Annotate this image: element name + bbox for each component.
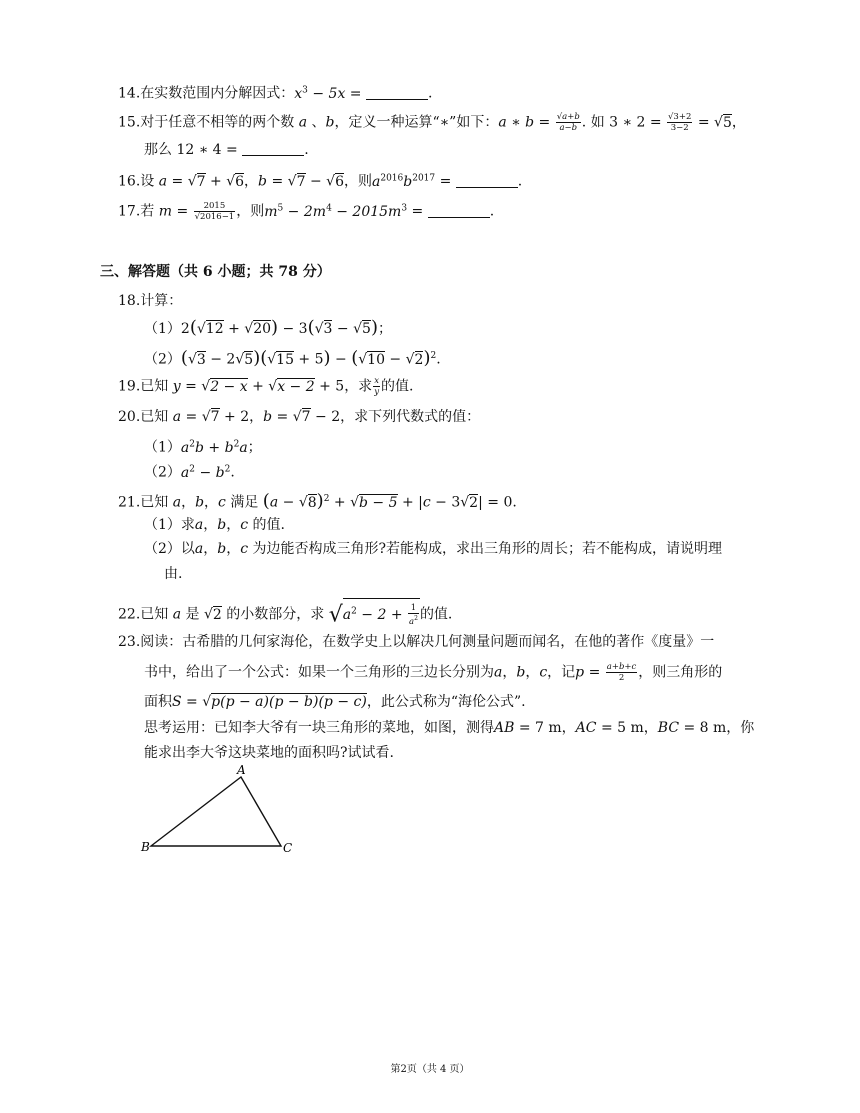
question-20-part1: $(1)a^2b + b^2a$； [144,439,262,456]
question-15-line2: 那么 12 ∗ 4 = . [144,142,309,158]
question-14: 14.在实数范围内分解因式：$x^3 - 5x$ = . [118,85,433,102]
question-21-part2: （2）以a，b，c 为边能否构成三角形?若能构成，求出三角形的周长；若不能构成，请说明理 [144,541,723,557]
fraction-example: $\frac{√3+2}{3-2}$ [668,112,692,133]
question-17: 17.若 m = $\frac{2015}{√2016-1}$ ，则$m^5 - 2m^4 - 2015m^3$ = . [118,201,495,223]
question-15: 15.对于任意不相等的两个数 a 、b，定义一种运算“∗”如下：a ∗ b = $\frac{√a+b}{a-b}$ . 如 3 ∗ 2 = $\frac{√3+2}{3-2}$ = √5， [118,112,746,133]
question-23-line1: 23.阅读：古希腊的几何家海伦，在数学史上以解决几何测量问题而闻名，在他的著作《度量》一 [118,634,715,650]
triangle-abc [151,777,281,846]
vertex-label-c: C [283,841,293,855]
question-20: 20.已知 a = √7 + 2，b = √7 − 2，求下列代数式的值： [118,409,481,425]
answer-blank [242,141,304,156]
page-footer: 第2页（共 4 页） [390,1064,470,1075]
answer-blank [366,85,428,100]
answer-blank [428,203,490,218]
question-22: 22.已知 a 是 √2 的小数部分，求 $√a^2 - 2$ + $\frac{1}{a^2}$ 的值. [118,598,452,627]
question-18-part2: $(2)(√3 - 2√5)(√15 + 5) - (√10 - √2)^2$. [144,347,441,369]
vertex-label-b: B [141,840,150,854]
question-23-line3: 面积S = √p(p − a)(p − b)(p − c)，此公式称为“海伦公式”. [144,694,526,710]
question-23-line2: 书中，给出了一个公式：如果一个三角形的三边长分别为a，b，c，记p = $\frac{a+b+c}{2}$ ，则三角形的 [144,662,723,683]
question-18: 18.计算： [118,293,183,309]
question-21-part1: （1）求a，b，c 的值. [144,517,285,533]
fraction-definition: $\frac{√a+b}{a-b}$ [556,112,580,133]
question-19: 19.已知 y = √2 − x + √x − 2 + 5，求 $\frac{x}{y}$ 的值. [118,376,414,397]
question-21-part2-line2: 由. [164,566,183,582]
question-16: 16.设 a = √7 + √6，b = √7 − √6，则$a^{2016}b^{2017}$ = . [118,173,523,190]
question-20-part2: $(2)a^2 - b^2$. [144,464,235,481]
vertex-label-a: A [237,763,246,777]
section-title: 三、解答题（共 6 小题；共 78 分） [100,264,331,280]
question-23-line4: 思考运用：已知李大爷有一块三角形的菜地，如图，测得AB = 7 m，AC = 5 m，BC = 8 m，你 [144,720,755,736]
question-21: 21.已知 a，b，c 满足 $(a - √8)^2 + √b - 5 + |c - 3√2| = 0$. [118,490,517,512]
answer-blank [456,173,518,188]
question-18-part1: （1）2(√12 + √20) − 3(√3 − √5)； [144,317,392,338]
question-23-line5: 能求出李大爷这块菜地的面积吗?试试看. [144,745,394,761]
fraction-m: $\frac{2015}{√2016-1}$ [194,201,235,223]
